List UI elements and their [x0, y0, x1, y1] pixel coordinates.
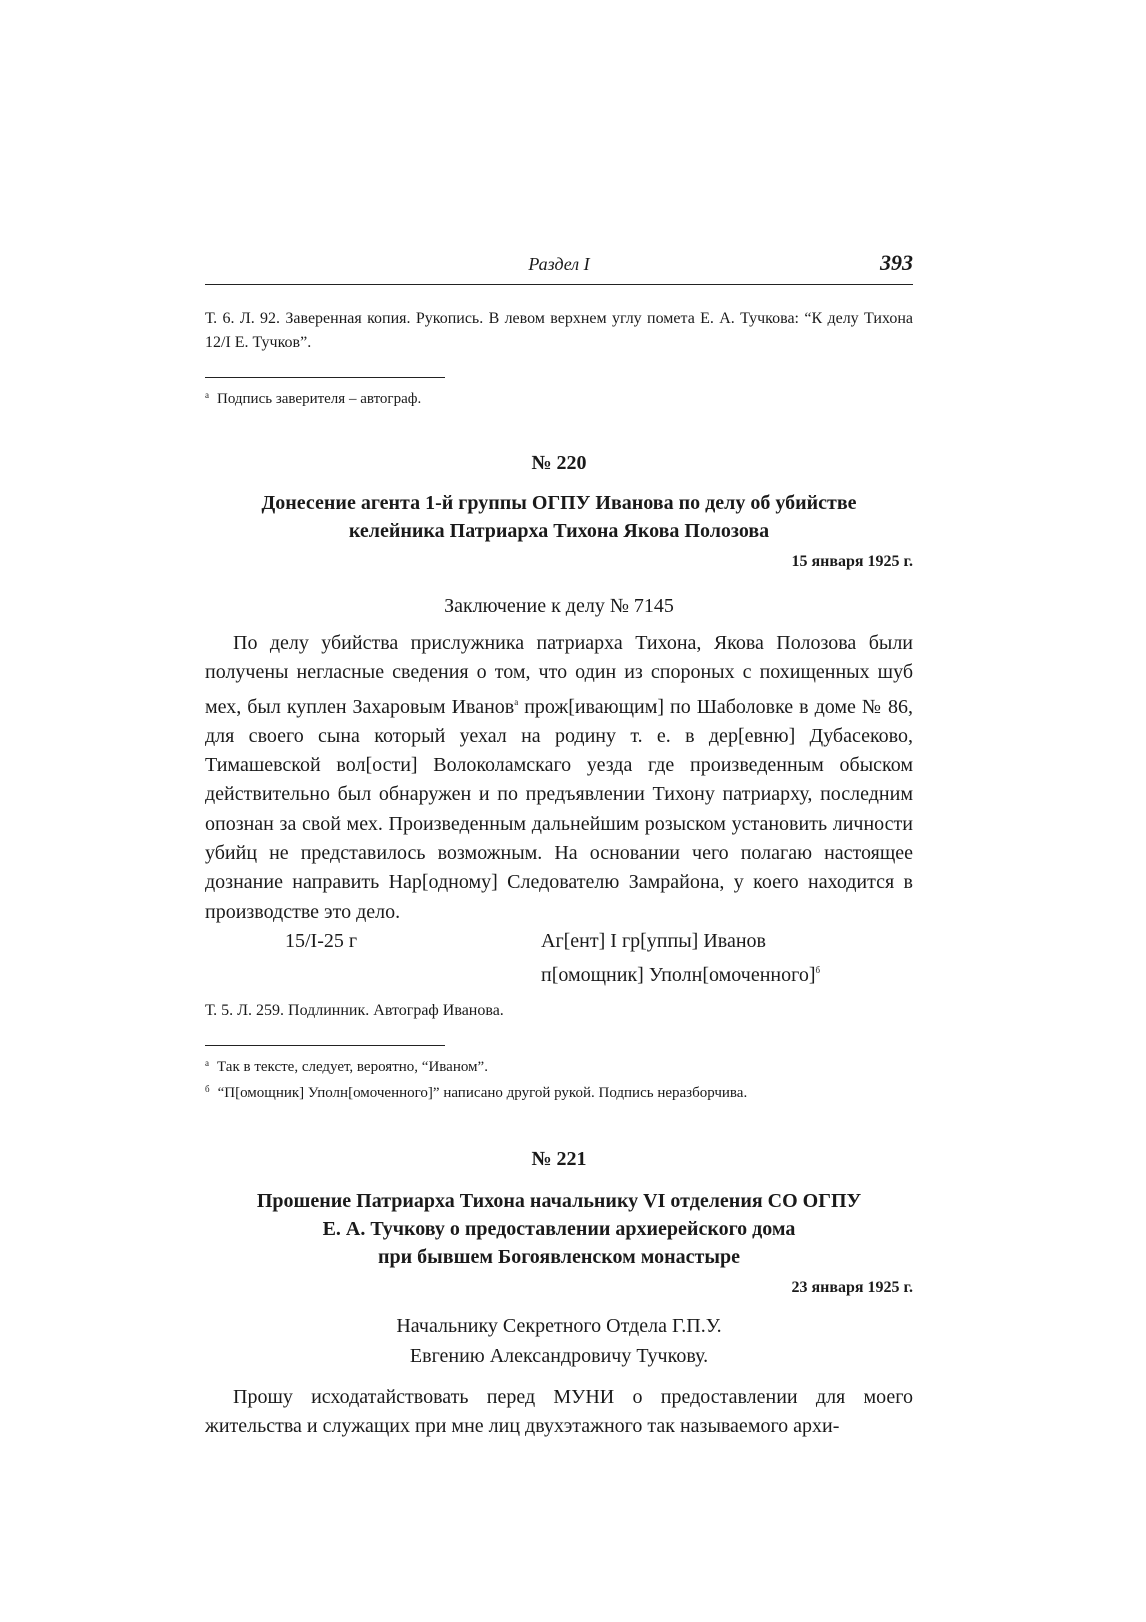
footnote-mark: а — [205, 390, 209, 400]
running-header — [205, 250, 913, 285]
document-title-line: Прошение Патриарха Тихона начальнику VI отделения СО ОГПУ — [256, 1189, 862, 1212]
footnote-mark: б — [205, 1083, 210, 1094]
document-heading: Заключение к делу № 7145 — [444, 595, 674, 617]
document-date: 23 января 1925 г. — [791, 1278, 913, 1296]
document-source: Т. 5. Л. 259. Подлинник. Автограф Иванова. — [205, 1001, 504, 1019]
document-body: Прошу исходатайствовать перед МУНИ о предоставлении для моего жительства и служащих при мне лиц двухэтажного так называемого архи- — [205, 1385, 913, 1438]
footnote-reference: б — [815, 964, 821, 975]
footnote-reference: а — [514, 696, 519, 707]
footnote — [205, 1078, 913, 1104]
body-text: прож[ивающим] по Шаболовке в доме № 86, для своего сына который уехал на родину т. е. в дер[евню] Дубасеково, Тимашевской вол[ости] Волоколамскаго уезда где произведенным обыском действительно был обнаружен и по предъявлении Тихону патриарху, последним опознан за свой мех. Произведенным дальнейшим розыском установить личности убийц не представилось возможным. На основании чего полагаю настоящее дознание направить Нар[одному] Следователю Замрайона, у коего находится в производстве это дело. — [205, 695, 913, 923]
signer-text: п[омощник] Уполн[омоченного] — [541, 963, 816, 986]
signature-date: 15/I-25 г — [285, 929, 358, 952]
document-number: № 221 — [531, 1147, 587, 1170]
footnote-divider — [205, 1045, 445, 1046]
document-title-line: Донесение агента 1-й группы ОГПУ Иванова по делу об убийстве — [261, 492, 857, 514]
page-number: 393 — [880, 250, 913, 275]
footnote-text: “П[омощник] Уполн[омоченного]” написано другой рукой. Подпись неразборчива. — [217, 1084, 748, 1101]
addressee-line: Евгению Александровичу Тучкову. — [409, 1344, 709, 1367]
signer-line — [541, 956, 820, 990]
document-title — [205, 1187, 913, 1271]
signature-block — [541, 927, 820, 990]
document-title — [205, 489, 913, 545]
document-page — [205, 250, 913, 1442]
footnote — [205, 1052, 913, 1078]
document-number: № 220 — [531, 452, 587, 474]
footnote-text: Так в тексте, следует, вероятно, “Иваном”. — [217, 1058, 488, 1075]
document-date: 15 января 1925 г. — [791, 553, 913, 570]
document-title-line: при бывшем Богоявленском монастыре — [378, 1245, 740, 1268]
signer-line: Аг[ент] I гр[уппы] Иванов — [541, 929, 766, 952]
footnote-divider — [205, 377, 445, 378]
document-title-line: келейника Патриарха Тихона Якова Полозова — [348, 520, 770, 542]
signature-row — [205, 927, 913, 985]
previous-document-source: Т. 6. Л. 92. Заверенная копия. Рукопись. В левом верхнем углу помета Е. А. Тучкова: “К делу Тихона 12/I Е. Тучков”. — [205, 310, 913, 351]
document-title-line: Е. А. Тучкову о предоставлении архиерейского дома — [322, 1217, 796, 1240]
document-body — [205, 629, 913, 927]
addressee-line: Начальнику Секретного Отдела Г.П.У. — [396, 1314, 722, 1337]
footnote — [205, 384, 913, 410]
footnote-mark: а — [205, 1057, 209, 1068]
footnote-text: Подпись заверителя – автограф. — [217, 391, 422, 407]
section-title: Раздел I — [528, 254, 590, 274]
body-text: По делу убийства прислужника патриарха Тихона, Якова Полозова были получены негласные сведения о том, что один из спороных с похищенных шуб мех, был куплен Захаровым Иванов — [205, 632, 913, 718]
